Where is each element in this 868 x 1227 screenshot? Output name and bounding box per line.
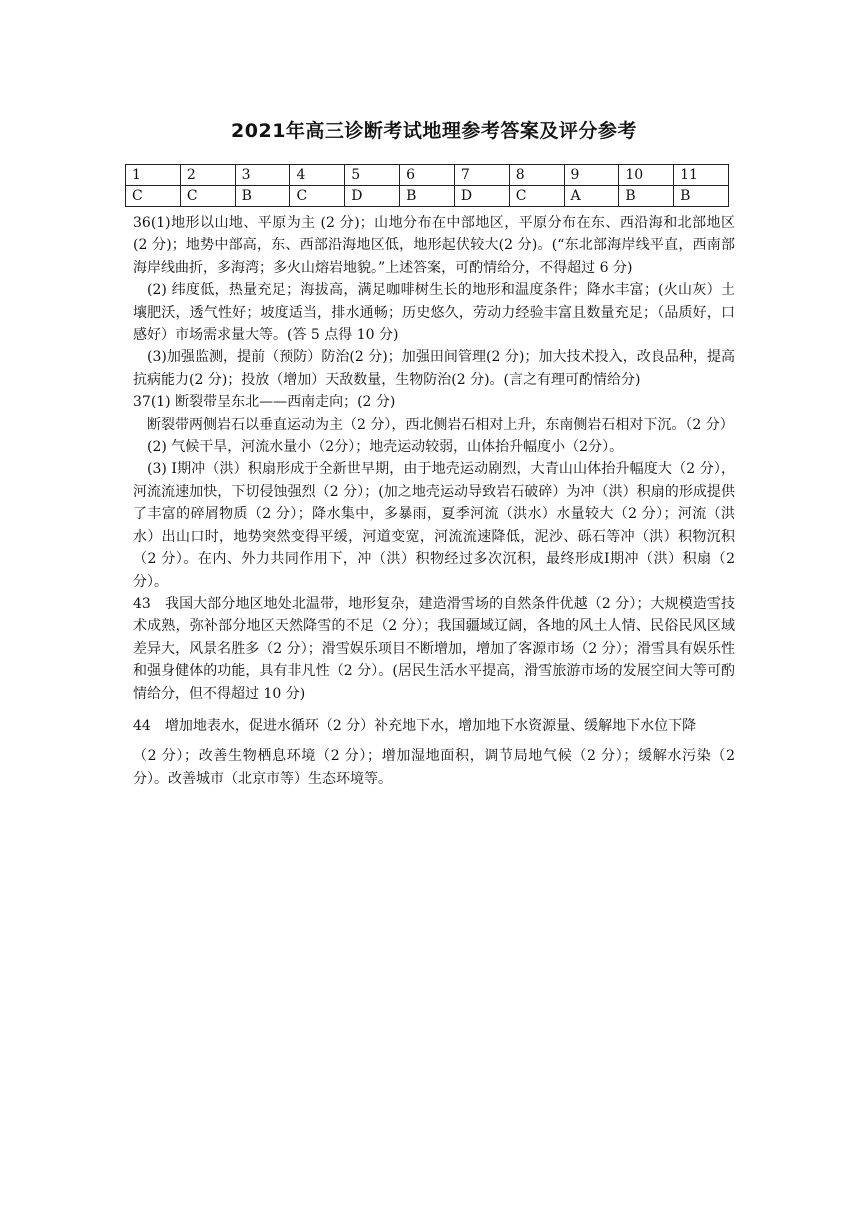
question-number: 2 xyxy=(180,165,235,186)
answer-37-1: 37(1) 断裂带呈东北——西南走向；(2 分) xyxy=(133,394,396,411)
answer-table-answer-row xyxy=(126,186,729,207)
question-number: 1 xyxy=(126,165,181,186)
question-number: 4 xyxy=(290,165,345,186)
answer-cell: B xyxy=(235,186,290,207)
answer-37-2: (2) 气候干旱，河流水量小（2分）；地壳运动较弱，山体抬升幅度小（2分）。 xyxy=(147,439,624,456)
question-number: 9 xyxy=(564,165,619,186)
answer-36-3: (3)加强监测，提前（预防）防治(2 分)；加强田间管理(2 分)；加大技术投入，改良品种，提高抗病能力(2 分)；投放（增加）天敌数量，生物防治(2 分)。(言之有理可酌情给分) xyxy=(133,349,735,388)
answer-37-1-detail: 断裂带两侧岩石以垂直运动为主（2 分），西北侧岩石相对上升，东南侧岩石相对下沉。（2 分） xyxy=(147,416,734,433)
answer-cell: D xyxy=(454,186,509,207)
question-number: 11 xyxy=(674,165,729,186)
question-number: 3 xyxy=(235,165,290,186)
answer-cell: C xyxy=(290,186,345,207)
answer-cell: A xyxy=(564,186,619,207)
question-number: 7 xyxy=(454,165,509,186)
answer-body xyxy=(133,212,735,790)
answer-cell: C xyxy=(509,186,564,207)
answer-cell: B xyxy=(619,186,674,207)
answer-cell: B xyxy=(400,186,455,207)
answer-cell: D xyxy=(345,186,400,207)
answer-44-continued: （2 分）；改善生物栖息环境（2 分）；增加湿地面积，调节局地气候（2 分）；缓解水污染（2 分）。改善城市（北京市等）生态环境等。 xyxy=(133,748,735,787)
answer-table-number-row xyxy=(126,165,729,186)
answer-cell: C xyxy=(180,186,235,207)
question-number: 8 xyxy=(509,165,564,186)
document-title: 2021年高三诊断考试地理参考答案及评分参考 xyxy=(231,120,637,142)
answer-table xyxy=(125,164,729,207)
question-number: 5 xyxy=(345,165,400,186)
answer-37-3: (3) Ⅰ期冲（洪）积扇形成于全新世早期，由于地壳运动剧烈，大青山山体抬升幅度大（2 分），河流流速加快，下切侵蚀强烈（2 分）；(加之地壳运动导致岩石破碎）为冲（洪）积扇的形成提供了丰富的碎屑物质（2 分）；降水集中，多暴雨，夏季河流（洪水）水量较大（2 分）；河流（洪水）出山口时，地势突然变得平缓，河道变宽，河流流速降低，泥沙、砾石等冲（洪）积物沉积（2 分）。在内、外力共同作用下，冲（洪）积物经过多次沉积，最终形成Ⅰ期冲（洪）积扇（2 分）。 xyxy=(133,461,735,590)
question-number: 6 xyxy=(400,165,455,186)
question-number: 10 xyxy=(619,165,674,186)
answer-cell: B xyxy=(674,186,729,207)
answer-43: 43 我国大部分地区地处北温带，地形复杂，建造滑雪场的自然条件优越（2 分）；大规模造雪技术成熟，弥补部分地区天然降雪的不足（2 分）；我国疆域辽阔，各地的风土人情、民俗民风区域差异大，风景名胜多（2 分）；滑雪娱乐项目不断增加，增加了客源市场（2 分）；滑雪具有娱乐性和强身健体的功能，具有非凡性（2 分）。(居民生活水平提高，滑雪旅游市场的发展空间大等可酌情给分，但不得超过 10 分) xyxy=(133,595,735,702)
answer-36-1: 36(1)地形以山地、平原为主 (2 分)；山地分布在中部地区，平原分布在东、西沿海和北部地区 (2 分)；地势中部高，东、西部沿海地区低，地形起伏较大(2 分)。(“东北部海岸线平直，西南部海岸线曲折，多海湾；多火山熔岩地貌。”上述答案，可酌情给分，不得超过 6 分) xyxy=(133,215,735,276)
answer-36-2: (2) 纬度低，热量充足；海拔高，满足咖啡树生长的地形和温度条件；降水丰富；(火山灰）土壤肥沃，透气性好；坡度适当，排水通畅；历史悠久，劳动力经验丰富且数量充足；（品质好，口感好）市场需求量大等。(答 5 点得 10 分) xyxy=(133,282,735,344)
answer-44: 44 增加地表水，促进水循环（2 分）补充地下水，增加地下水资源量、缓解地下水位下降 xyxy=(133,717,697,734)
answer-cell: C xyxy=(126,186,181,207)
